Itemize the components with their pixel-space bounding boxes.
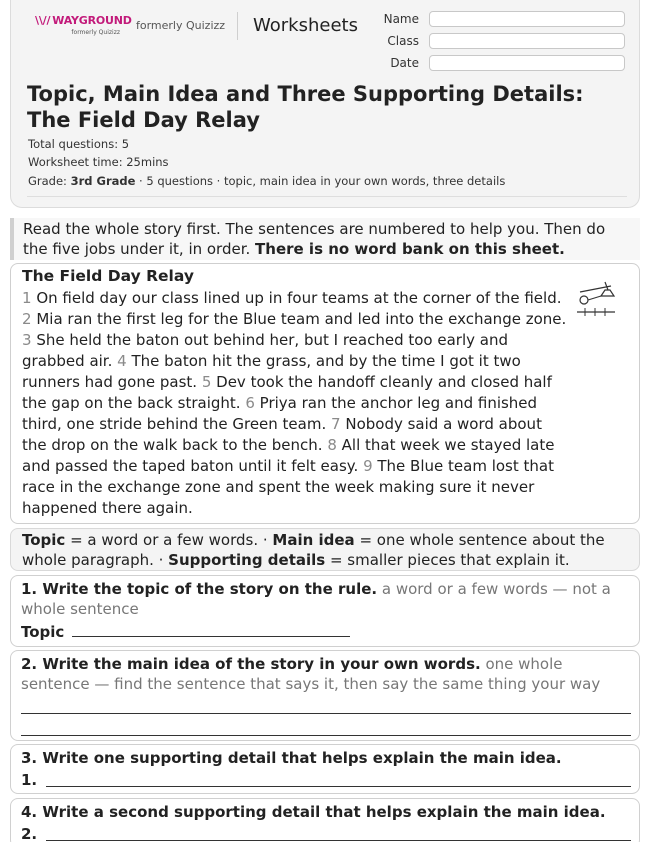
- sentence-text: On field day our class lined up in four teams at the corner of the field.: [36, 289, 562, 307]
- sentence-text: All that week we stayed late and passed the taped baton until it felt easy.: [22, 436, 555, 475]
- sentence-number: 1: [22, 289, 32, 307]
- sentence-text: She held the baton out behind her, but I reached too early and grabbed air.: [22, 331, 508, 370]
- logo-mark-icon: \\//: [35, 14, 51, 27]
- sentence-number: 3: [22, 331, 32, 349]
- question-3: [10, 744, 640, 794]
- worksheet-header: [10, 0, 640, 208]
- class-field[interactable]: [429, 33, 625, 49]
- sentence-number: 4: [117, 352, 127, 370]
- question-2-prompt: 2. Write the main idea of the story in your own words.: [21, 655, 481, 673]
- question-4-prompt: 4. Write a second supporting detail that helps explain the main idea.: [21, 803, 606, 821]
- question-2-text: [21, 654, 631, 694]
- grade-line: [28, 174, 505, 188]
- name-field[interactable]: [429, 11, 625, 27]
- worksheets-label: Worksheets: [253, 15, 358, 36]
- definitions-box: [10, 528, 640, 571]
- supporting-details-term: Supporting details: [168, 551, 326, 569]
- passage-text: [22, 288, 570, 519]
- question-4: [10, 798, 640, 842]
- question-2: [10, 650, 640, 741]
- story-passage: [10, 263, 640, 524]
- sentence-text: Priya ran the anchor leg and finished third, one stride behind the Green team.: [22, 394, 538, 433]
- page-title: Topic, Main Idea and Three Supporting Details: The Field Day Relay: [27, 82, 584, 132]
- grade-value: 3rd Grade: [70, 174, 136, 188]
- sentence-number: 8: [327, 436, 337, 454]
- wayground-logo: [35, 14, 135, 38]
- grade-suffix: · 5 questions · topic, main idea in your own words, three details: [135, 174, 506, 188]
- detail-2-label: 2.: [21, 825, 38, 842]
- main-idea-answer-line-1[interactable]: [21, 713, 631, 714]
- main-idea-term: Main idea: [272, 531, 355, 549]
- sentence-number: 6: [245, 394, 255, 412]
- sentence-number: 7: [331, 415, 341, 433]
- header-divider: [237, 12, 238, 40]
- question-1-text: [21, 579, 631, 619]
- header-rule: [27, 196, 627, 197]
- name-label: Name: [383, 12, 419, 26]
- formerly-quizizz-label: formerly Quizizz: [136, 19, 226, 32]
- question-1: [10, 575, 640, 647]
- instructions-emphasis: There is no word bank on this sheet.: [255, 240, 565, 258]
- question-3-prompt: 3. Write one supporting detail that helps explain the main idea.: [21, 749, 562, 767]
- question-1-hint: a word or a few words — not a whole sentence: [21, 580, 611, 618]
- question-3-text: [21, 748, 631, 768]
- relay-baton-icon: [575, 278, 617, 318]
- supporting-details-definition: = smaller pieces that explain it.: [325, 551, 570, 569]
- sentence-text: Dev took the handoff cleanly and closed half the gap on the back straight.: [22, 373, 552, 412]
- sentence-text: The baton hit the grass, and by the time I got it two runners had gone past.: [22, 352, 521, 391]
- sentence-text: Nobody said a word about the drop on the walk back to the bench.: [22, 415, 542, 454]
- worksheet-time: Worksheet time: 25mins: [28, 155, 169, 169]
- class-label: Class: [387, 34, 419, 48]
- instructions: [10, 218, 640, 260]
- date-label: Date: [390, 56, 419, 70]
- sentence-number: 5: [201, 373, 212, 391]
- main-idea-definition: = one whole sentence about the whole paragraph. ·: [22, 531, 605, 569]
- instructions-text: Read the whole story first. The sentences are numbered to help you. Then do the five jobs under it, in order.: [23, 220, 606, 258]
- question-4-text: [21, 802, 631, 822]
- detail-2-answer-line[interactable]: [46, 840, 631, 841]
- detail-1-answer-line[interactable]: [46, 786, 631, 787]
- question-2-hint: one whole sentence — find the sentence that says it, then say the same thing your way: [21, 655, 601, 693]
- topic-definition: = a word or a few words. ·: [65, 531, 273, 549]
- date-field[interactable]: [429, 55, 625, 71]
- passage-title: The Field Day Relay: [22, 267, 194, 285]
- logo-text: WAYGROUND: [52, 14, 132, 27]
- sentence-text: Mia ran the first leg for the Blue team and led into the exchange zone.: [36, 310, 567, 328]
- question-1-prompt: 1. Write the topic of the story on the rule.: [21, 580, 378, 598]
- sentence-text: The Blue team lost that race in the exchange zone and spent the week making sure it never happened there again.: [22, 457, 554, 517]
- topic-term: Topic: [22, 531, 66, 549]
- grade-prefix: Grade:: [28, 174, 71, 188]
- main-idea-answer-line-2[interactable]: [21, 735, 631, 736]
- topic-answer-label: Topic: [21, 623, 65, 641]
- logo-subtext: formerly Quizizz: [71, 29, 120, 36]
- sentence-number: 9: [363, 457, 373, 475]
- detail-1-label: 1.: [21, 771, 38, 789]
- topic-answer-line[interactable]: [72, 636, 350, 637]
- total-questions: Total questions: 5: [28, 137, 130, 151]
- sentence-number: 2: [22, 310, 32, 328]
